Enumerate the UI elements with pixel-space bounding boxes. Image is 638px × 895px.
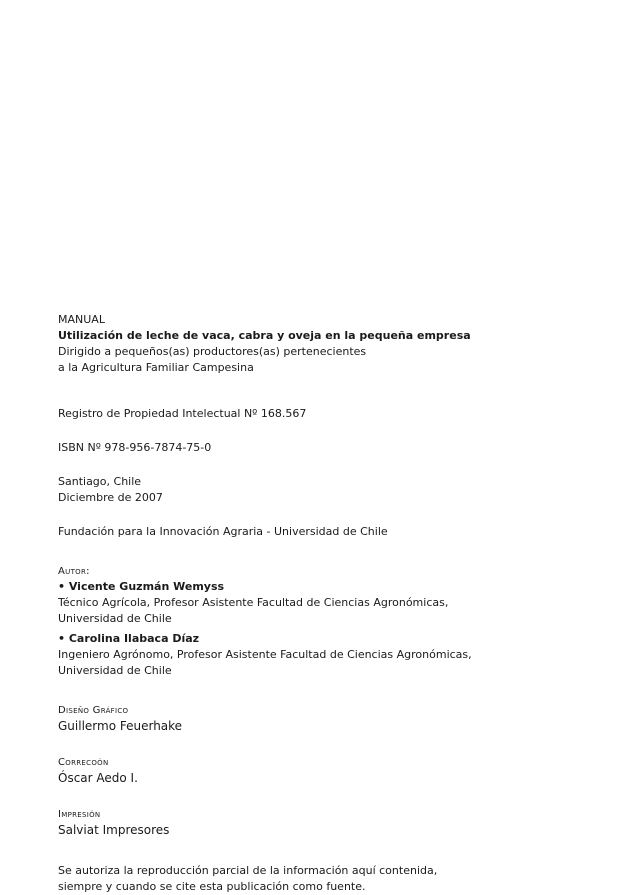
author-role-line-1: Técnico Agrícola, Profesor Asistente Facultad de Ciencias Agronómicas,	[58, 596, 449, 609]
isbn-number: ISBN Nº 978-956-7874-75-0	[58, 441, 212, 454]
spacer	[58, 456, 618, 474]
spacer	[58, 540, 618, 564]
author-name: • Carolina Ilabaca Díaz	[58, 632, 200, 645]
correction-credit-name: Óscar Aedo I.	[58, 771, 138, 785]
reproduction-notice-line-1: Se autoriza la reproducción parcial de la información aquí contenida,	[58, 864, 438, 877]
document-subtitle-line-1: Dirigido a pequeños(as) productores(as) pertenecientes	[58, 345, 367, 358]
document-type-label: MANUAL	[58, 313, 105, 326]
author-section-label: Autor:	[58, 566, 90, 577]
print-credit-name: Salviat Impresores	[58, 823, 170, 837]
author-role-line-2: Universidad de Chile	[58, 664, 172, 677]
publication-place: Santiago, Chile	[58, 475, 142, 488]
spacer	[58, 679, 618, 703]
intellectual-property-registry: Registro de Propiedad Intelectual Nº 168.567	[58, 407, 307, 420]
spacer	[58, 787, 618, 807]
document-subtitle-line-2: a la Agricultura Familiar Campesina	[58, 361, 254, 374]
design-credit-label: Diseño Gráfico	[58, 705, 129, 716]
author-role-line-1: Ingeniero Agrónomo, Profesor Asistente Facultad de Ciencias Agronómicas,	[58, 648, 472, 661]
design-credit-name: Guillermo Feuerhake	[58, 719, 183, 733]
reproduction-notice-line-2: siempre y cuando se cite esta publicación como fuente.	[58, 880, 366, 893]
document-title: Utilización de leche de vaca, cabra y oveja en la pequeña empresa	[58, 329, 471, 342]
author-role-line-2: Universidad de Chile	[58, 612, 172, 625]
spacer	[58, 735, 618, 755]
print-credit-label: Impresión	[58, 809, 101, 820]
spacer	[58, 839, 618, 863]
correction-credit-label: Correcoón	[58, 757, 109, 768]
colophon-page	[58, 312, 618, 895]
spacer	[58, 422, 618, 440]
spacer	[58, 376, 618, 406]
publishing-institutions: Fundación para la Innovación Agraria - Universidad de Chile	[58, 525, 388, 538]
publication-date: Diciembre de 2007	[58, 491, 163, 504]
author-name: • Vicente Guzmán Wemyss	[58, 580, 225, 593]
spacer	[58, 506, 618, 524]
